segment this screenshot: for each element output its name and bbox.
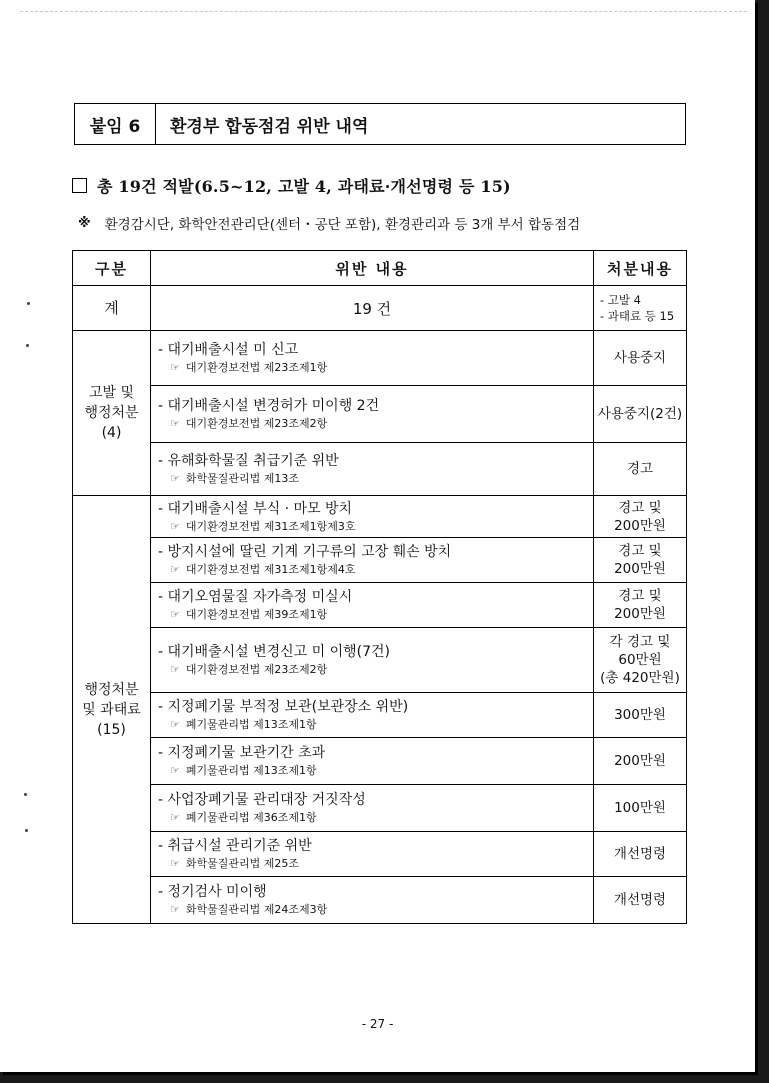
section-heading — [74, 103, 686, 145]
result-line: 경고 — [626, 461, 654, 477]
law-reference: 대기환경보전법 제31조제1항제4호 — [185, 563, 356, 576]
result-line: 사용중지 — [613, 350, 667, 366]
pointing-hand-icon: ☞ — [170, 903, 180, 916]
violation-law — [158, 360, 593, 376]
checkbox-icon — [72, 178, 87, 193]
law-reference: 대기환경보전법 제23조제1항 — [185, 361, 328, 374]
violation-title: - 지정폐기물 부적정 보관(보관장소 위반) — [158, 699, 409, 715]
pointing-hand-icon: ☞ — [170, 519, 180, 533]
pointing-hand-icon: ☞ — [170, 361, 180, 374]
scan-speck — [27, 302, 30, 305]
violation-law — [158, 902, 593, 918]
section-title: 환경부 합동점검 위반 내역 — [170, 116, 369, 137]
group-label-line: (4) — [101, 425, 122, 441]
violation-title: - 대기오염물질 자가측정 미실시 — [158, 589, 353, 605]
total-row — [73, 286, 687, 331]
pointing-hand-icon: ☞ — [170, 663, 180, 676]
header-result: 처분내용 — [594, 251, 687, 286]
law-reference: 폐기물관리법 제36조제1항 — [185, 811, 317, 824]
law-reference: 대기환경보전법 제23조제2항 — [185, 417, 328, 430]
violation-law — [158, 416, 593, 432]
pointing-hand-icon: ☞ — [170, 857, 180, 870]
table-row — [73, 785, 687, 832]
result-cell — [594, 443, 687, 496]
result-line: 사용중지(2건) — [597, 406, 683, 422]
total-count: 19 건 — [151, 286, 594, 331]
violation-cell — [151, 832, 594, 877]
group-label — [73, 331, 151, 496]
result-line: 200만원 — [614, 561, 666, 577]
result-line: 100만원 — [614, 800, 666, 816]
pointing-hand-icon: ☞ — [170, 417, 180, 430]
violation-title: - 유해화학물질 취급기준 위반 — [158, 453, 339, 469]
violation-cell — [151, 443, 594, 496]
table-header-row — [73, 251, 687, 286]
violation-cell — [151, 877, 594, 924]
group-label-line: 및 과태료 — [82, 701, 141, 718]
pointing-hand-icon: ☞ — [170, 563, 180, 576]
note-line — [78, 213, 580, 233]
result-line: 200만원 — [614, 606, 666, 622]
result-line: 경고 및 — [618, 499, 662, 516]
table-row — [73, 628, 687, 693]
violation-title: - 대기배출시설 변경신고 미 이행(7건) — [158, 644, 391, 660]
violation-cell — [151, 785, 594, 832]
table-row — [73, 331, 687, 386]
summary-text: 총 19건 적발(6.5~12, 고발 4, 과태료·개선명령 등 15) — [97, 177, 511, 196]
scan-speck — [25, 829, 28, 832]
result-cell — [594, 386, 687, 443]
header-violation: 위반 내용 — [151, 251, 594, 286]
pointing-hand-icon: ☞ — [170, 472, 180, 485]
note-text: 환경감시단, 화학안전관리단(센터・공단 포함), 환경관리과 등 3개 부서 합동점검 — [104, 217, 581, 233]
law-reference: 대기환경보전법 제31조제1항제3호 — [185, 519, 356, 533]
pointing-hand-icon: ☞ — [170, 608, 180, 621]
result-line: 각 경고 및 — [609, 634, 671, 650]
violation-cell — [151, 496, 594, 538]
table-row — [73, 877, 687, 924]
violation-title: - 취급시설 관리기준 위반 — [158, 838, 312, 854]
result-line: 개선명령 — [613, 892, 667, 908]
law-reference: 폐기물관리법 제13조제1항 — [185, 764, 317, 777]
result-cell — [594, 583, 687, 628]
table-row — [73, 832, 687, 877]
violation-law — [158, 717, 593, 733]
result-cell — [594, 877, 687, 924]
group-label-line: 행정처분 — [84, 405, 139, 421]
law-reference: 폐기물관리법 제13조제1항 — [185, 718, 317, 731]
top-divider — [20, 11, 747, 12]
result-cell — [594, 496, 687, 538]
table-row — [73, 538, 687, 583]
result-cell — [594, 832, 687, 877]
scan-speck — [26, 344, 29, 347]
violation-law — [158, 471, 593, 487]
result-line: 경고 및 — [618, 588, 662, 604]
result-cell — [594, 785, 687, 832]
violation-cell — [151, 738, 594, 785]
violation-law — [158, 810, 593, 826]
violation-cell — [151, 628, 594, 693]
violation-title: - 대기배출시설 부식 · 마모 방치 — [158, 500, 353, 517]
table-row — [73, 583, 687, 628]
violation-cell — [151, 331, 594, 386]
summary-line — [72, 174, 511, 197]
violation-law — [158, 519, 593, 535]
law-reference: 대기환경보전법 제39조제1항 — [185, 608, 328, 621]
total-result-line: - 고발 4 — [600, 293, 641, 307]
violation-cell — [151, 583, 594, 628]
group-label-line: 고발 및 — [88, 385, 135, 401]
pointing-hand-icon: ☞ — [170, 811, 180, 824]
pointing-hand-icon: ☞ — [170, 764, 180, 777]
result-cell — [594, 738, 687, 785]
total-result-line: - 과태료 등 15 — [600, 309, 675, 323]
table-row — [73, 386, 687, 443]
table-row — [73, 496, 687, 538]
result-line: 200만원 — [614, 517, 666, 534]
appendix-tag: 붙임 6 — [75, 104, 156, 144]
table-body — [73, 286, 687, 924]
page-number: - 27 - — [361, 1017, 394, 1031]
violation-law — [158, 763, 593, 779]
total-results — [594, 286, 687, 331]
violation-law — [158, 562, 593, 578]
table-row — [73, 443, 687, 496]
result-line: 200만원 — [614, 753, 666, 769]
result-line: 60만원 — [618, 652, 662, 668]
violation-cell — [151, 693, 594, 738]
violation-title: - 정기검사 미이행 — [158, 884, 267, 900]
violation-law — [158, 856, 593, 872]
result-line: 경고 및 — [618, 543, 662, 559]
scan-speck — [24, 793, 27, 796]
pointing-hand-icon: ☞ — [170, 718, 180, 731]
table-row — [73, 693, 687, 738]
header-category: 구분 — [73, 251, 151, 286]
total-label: 계 — [73, 286, 151, 331]
result-cell — [594, 628, 687, 693]
table-row — [73, 738, 687, 785]
result-line: 300만원 — [614, 707, 666, 723]
result-cell — [594, 538, 687, 583]
violation-table — [72, 250, 687, 924]
violation-law — [158, 662, 593, 678]
result-cell — [594, 693, 687, 738]
violation-title: - 사업장폐기물 관리대장 거짓작성 — [158, 792, 366, 808]
group-label-line: 행정처분 — [84, 681, 139, 698]
violation-title: - 대기배출시설 미 신고 — [158, 342, 299, 358]
violation-law — [158, 607, 593, 623]
violation-title: - 방지시설에 딸린 기계 기구류의 고장 훼손 방치 — [158, 544, 452, 560]
result-line: (총 420만원) — [600, 670, 680, 686]
violation-title: - 지정폐기물 보관기간 초과 — [158, 745, 326, 761]
result-cell — [594, 331, 687, 386]
violation-cell — [151, 386, 594, 443]
note-mark: ※ — [78, 215, 91, 231]
law-reference: 대기환경보전법 제23조제2항 — [185, 663, 328, 676]
result-line: 개선명령 — [613, 846, 667, 862]
law-reference: 화학물질관리법 제24조제3항 — [185, 903, 328, 916]
group-label — [73, 496, 151, 924]
law-reference: 화학물질관리법 제13조 — [185, 472, 300, 485]
violation-title: - 대기배출시설 변경허가 미이행 2건 — [158, 398, 380, 414]
violation-cell — [151, 538, 594, 583]
law-reference: 화학물질관리법 제25조 — [185, 857, 300, 870]
group-label-line: (15) — [97, 721, 126, 738]
